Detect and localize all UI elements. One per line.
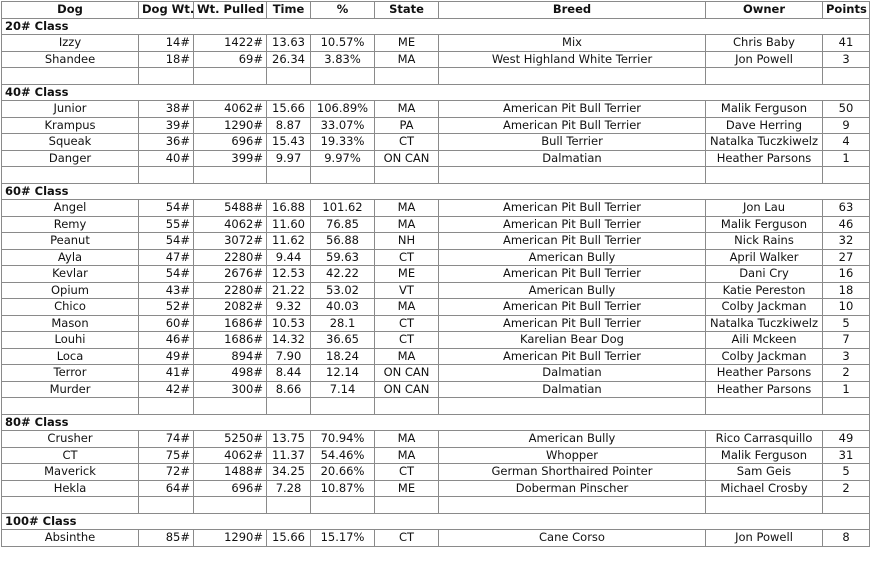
dog-weight-cell: 47# [139, 249, 194, 266]
table-row [2, 315, 870, 332]
table-row [2, 249, 870, 266]
owner-cell: Malik Ferguson [706, 447, 823, 464]
time-cell: 13.75 [267, 431, 311, 448]
breed-cell: American Pit Bull Terrier [439, 315, 706, 332]
owner-cell: Jon Powell [706, 530, 823, 547]
state-cell: MA [375, 431, 439, 448]
points-cell: 16 [823, 266, 870, 283]
empty-cell [267, 68, 311, 85]
state-cell: MA [375, 216, 439, 233]
points-cell: 1 [823, 150, 870, 167]
owner-cell: Heather Parsons [706, 365, 823, 382]
points-cell: 27 [823, 249, 870, 266]
points-cell: 63 [823, 200, 870, 217]
empty-cell [2, 497, 139, 514]
owner-cell: Katie Pereston [706, 282, 823, 299]
percent-cell: 42.22 [311, 266, 375, 283]
owner-cell: Aili Mckeen [706, 332, 823, 349]
table-row [2, 530, 870, 547]
dog-name-cell: Kevlar [2, 266, 139, 283]
dog-name-cell: Izzy [2, 35, 139, 52]
table-body [2, 18, 870, 546]
weight-pulled-cell: 696# [194, 480, 267, 497]
empty-cell [375, 398, 439, 415]
empty-cell [823, 68, 870, 85]
empty-cell [706, 167, 823, 184]
percent-cell: 12.14 [311, 365, 375, 382]
empty-cell [823, 497, 870, 514]
time-cell: 9.44 [267, 249, 311, 266]
weight-pulled-cell: 5488# [194, 200, 267, 217]
dog-weight-cell: 74# [139, 431, 194, 448]
weight-pulled-cell: 1290# [194, 530, 267, 547]
header-row [2, 2, 870, 19]
empty-cell [375, 167, 439, 184]
dog-name-cell: Louhi [2, 332, 139, 349]
state-cell: MA [375, 447, 439, 464]
time-cell: 10.53 [267, 315, 311, 332]
spacer-row [2, 497, 870, 514]
empty-cell [139, 398, 194, 415]
time-cell: 15.66 [267, 530, 311, 547]
time-cell: 11.60 [267, 216, 311, 233]
time-cell: 14.32 [267, 332, 311, 349]
percent-cell: 3.83% [311, 51, 375, 68]
empty-cell [139, 68, 194, 85]
owner-cell: Colby Jackman [706, 348, 823, 365]
state-cell: ON CAN [375, 365, 439, 382]
breed-cell: American Pit Bull Terrier [439, 233, 706, 250]
results-table [1, 1, 870, 547]
dog-weight-cell: 75# [139, 447, 194, 464]
breed-cell: German Shorthaired Pointer [439, 464, 706, 481]
header-time: Time [267, 2, 311, 19]
breed-cell: Whopper [439, 447, 706, 464]
empty-cell [267, 398, 311, 415]
empty-cell [823, 398, 870, 415]
empty-cell [311, 167, 375, 184]
points-cell: 50 [823, 101, 870, 118]
points-cell: 2 [823, 365, 870, 382]
weight-pulled-cell: 300# [194, 381, 267, 398]
table-row [2, 480, 870, 497]
breed-cell: American Pit Bull Terrier [439, 266, 706, 283]
table-row [2, 216, 870, 233]
dog-weight-cell: 36# [139, 134, 194, 151]
dog-name-cell: Mason [2, 315, 139, 332]
weight-pulled-cell: 1488# [194, 464, 267, 481]
class-label: 80# Class [2, 414, 870, 431]
state-cell: MA [375, 101, 439, 118]
empty-cell [439, 497, 706, 514]
percent-cell: 18.24 [311, 348, 375, 365]
breed-cell: Dalmatian [439, 150, 706, 167]
empty-cell [823, 167, 870, 184]
dog-weight-cell: 46# [139, 332, 194, 349]
table-row [2, 365, 870, 382]
table-row [2, 431, 870, 448]
time-cell: 9.97 [267, 150, 311, 167]
table-row [2, 150, 870, 167]
empty-cell [706, 497, 823, 514]
header-dog: Dog [2, 2, 139, 19]
time-cell: 9.32 [267, 299, 311, 316]
points-cell: 7 [823, 332, 870, 349]
points-cell: 2 [823, 480, 870, 497]
dog-name-cell: Maverick [2, 464, 139, 481]
weight-pulled-cell: 69# [194, 51, 267, 68]
dog-name-cell: Chico [2, 299, 139, 316]
empty-cell [139, 497, 194, 514]
weight-pulled-cell: 5250# [194, 431, 267, 448]
percent-cell: 76.85 [311, 216, 375, 233]
state-cell: MA [375, 200, 439, 217]
points-cell: 31 [823, 447, 870, 464]
table-row [2, 381, 870, 398]
empty-cell [194, 167, 267, 184]
dog-weight-cell: 43# [139, 282, 194, 299]
state-cell: NH [375, 233, 439, 250]
breed-cell: Dalmatian [439, 365, 706, 382]
state-cell: CT [375, 134, 439, 151]
weight-pulled-cell: 1686# [194, 315, 267, 332]
weight-pulled-cell: 4062# [194, 216, 267, 233]
owner-cell: Malik Ferguson [706, 101, 823, 118]
points-cell: 3 [823, 348, 870, 365]
dog-weight-cell: 60# [139, 315, 194, 332]
table-row [2, 282, 870, 299]
dog-weight-cell: 49# [139, 348, 194, 365]
dog-name-cell: Ayla [2, 249, 139, 266]
points-cell: 32 [823, 233, 870, 250]
state-cell: PA [375, 117, 439, 134]
points-cell: 49 [823, 431, 870, 448]
time-cell: 21.22 [267, 282, 311, 299]
percent-cell: 70.94% [311, 431, 375, 448]
dog-name-cell: Krampus [2, 117, 139, 134]
percent-cell: 28.1 [311, 315, 375, 332]
owner-cell: Jon Lau [706, 200, 823, 217]
dog-weight-cell: 42# [139, 381, 194, 398]
weight-pulled-cell: 2280# [194, 249, 267, 266]
owner-cell: Dave Herring [706, 117, 823, 134]
owner-cell: Dani Cry [706, 266, 823, 283]
dog-name-cell: Shandee [2, 51, 139, 68]
empty-cell [2, 167, 139, 184]
dog-name-cell: Murder [2, 381, 139, 398]
dog-name-cell: Angel [2, 200, 139, 217]
class-header-row [2, 18, 870, 35]
dog-weight-cell: 39# [139, 117, 194, 134]
dog-weight-cell: 52# [139, 299, 194, 316]
table-row [2, 101, 870, 118]
table-row [2, 464, 870, 481]
state-cell: MA [375, 348, 439, 365]
header-weight-pulled: Wt. Pulled [194, 2, 267, 19]
class-label: 20# Class [2, 18, 870, 35]
breed-cell: Doberman Pinscher [439, 480, 706, 497]
empty-cell [375, 68, 439, 85]
percent-cell: 20.66% [311, 464, 375, 481]
dog-name-cell: Absinthe [2, 530, 139, 547]
empty-cell [311, 68, 375, 85]
table-row [2, 266, 870, 283]
owner-cell: Rico Carrasquillo [706, 431, 823, 448]
percent-cell: 33.07% [311, 117, 375, 134]
points-cell: 5 [823, 315, 870, 332]
breed-cell: West Highland White Terrier [439, 51, 706, 68]
breed-cell: Bull Terrier [439, 134, 706, 151]
breed-cell: American Bully [439, 282, 706, 299]
percent-cell: 59.63 [311, 249, 375, 266]
dog-weight-cell: 18# [139, 51, 194, 68]
dog-weight-cell: 54# [139, 233, 194, 250]
percent-cell: 53.02 [311, 282, 375, 299]
time-cell: 7.90 [267, 348, 311, 365]
state-cell: CT [375, 464, 439, 481]
spacer-row [2, 398, 870, 415]
weight-pulled-cell: 2082# [194, 299, 267, 316]
dog-name-cell: Squeak [2, 134, 139, 151]
dog-weight-cell: 64# [139, 480, 194, 497]
dog-weight-cell: 40# [139, 150, 194, 167]
points-cell: 8 [823, 530, 870, 547]
class-label: 60# Class [2, 183, 870, 200]
owner-cell: Michael Crosby [706, 480, 823, 497]
class-header-row [2, 414, 870, 431]
owner-cell: Nick Rains [706, 233, 823, 250]
header-owner: Owner [706, 2, 823, 19]
percent-cell: 7.14 [311, 381, 375, 398]
class-label: 100# Class [2, 513, 870, 530]
owner-cell: Natalka Tuczkiwelz [706, 315, 823, 332]
table-row [2, 348, 870, 365]
weight-pulled-cell: 2280# [194, 282, 267, 299]
dog-weight-cell: 55# [139, 216, 194, 233]
dog-name-cell: Crusher [2, 431, 139, 448]
breed-cell: American Pit Bull Terrier [439, 200, 706, 217]
weight-pulled-cell: 399# [194, 150, 267, 167]
time-cell: 15.43 [267, 134, 311, 151]
table-row [2, 332, 870, 349]
empty-cell [439, 167, 706, 184]
empty-cell [311, 497, 375, 514]
empty-cell [375, 497, 439, 514]
state-cell: ME [375, 480, 439, 497]
weight-pulled-cell: 894# [194, 348, 267, 365]
time-cell: 8.44 [267, 365, 311, 382]
state-cell: ME [375, 35, 439, 52]
dog-weight-cell: 85# [139, 530, 194, 547]
breed-cell: American Pit Bull Terrier [439, 348, 706, 365]
weight-pulled-cell: 1422# [194, 35, 267, 52]
points-cell: 10 [823, 299, 870, 316]
table-row [2, 51, 870, 68]
dog-name-cell: Opium [2, 282, 139, 299]
table-row [2, 200, 870, 217]
owner-cell: Sam Geis [706, 464, 823, 481]
dog-name-cell: CT [2, 447, 139, 464]
owner-cell: Colby Jackman [706, 299, 823, 316]
weight-pulled-cell: 1686# [194, 332, 267, 349]
time-cell: 12.53 [267, 266, 311, 283]
percent-cell: 19.33% [311, 134, 375, 151]
empty-cell [706, 398, 823, 415]
owner-cell: April Walker [706, 249, 823, 266]
weight-pulled-cell: 696# [194, 134, 267, 151]
percent-cell: 9.97% [311, 150, 375, 167]
dog-name-cell: Danger [2, 150, 139, 167]
owner-cell: Heather Parsons [706, 150, 823, 167]
table-row [2, 299, 870, 316]
table-row [2, 134, 870, 151]
breed-cell: American Bully [439, 249, 706, 266]
table-row [2, 117, 870, 134]
weight-pulled-cell: 1290# [194, 117, 267, 134]
time-cell: 15.66 [267, 101, 311, 118]
points-cell: 4 [823, 134, 870, 151]
class-header-row [2, 513, 870, 530]
time-cell: 13.63 [267, 35, 311, 52]
state-cell: CT [375, 249, 439, 266]
empty-cell [194, 398, 267, 415]
time-cell: 8.87 [267, 117, 311, 134]
dog-name-cell: Terror [2, 365, 139, 382]
state-cell: MA [375, 51, 439, 68]
percent-cell: 40.03 [311, 299, 375, 316]
points-cell: 5 [823, 464, 870, 481]
class-header-row [2, 183, 870, 200]
breed-cell: American Pit Bull Terrier [439, 101, 706, 118]
dog-name-cell: Junior [2, 101, 139, 118]
header-state: State [375, 2, 439, 19]
percent-cell: 10.57% [311, 35, 375, 52]
owner-cell: Heather Parsons [706, 381, 823, 398]
weight-pulled-cell: 498# [194, 365, 267, 382]
empty-cell [2, 68, 139, 85]
empty-cell [439, 398, 706, 415]
time-cell: 8.66 [267, 381, 311, 398]
state-cell: CT [375, 332, 439, 349]
dog-weight-cell: 38# [139, 101, 194, 118]
table-row [2, 233, 870, 250]
empty-cell [194, 497, 267, 514]
breed-cell: Cane Corso [439, 530, 706, 547]
dog-name-cell: Loca [2, 348, 139, 365]
state-cell: MA [375, 299, 439, 316]
spacer-row [2, 68, 870, 85]
percent-cell: 10.87% [311, 480, 375, 497]
state-cell: VT [375, 282, 439, 299]
breed-cell: Karelian Bear Dog [439, 332, 706, 349]
dog-name-cell: Hekla [2, 480, 139, 497]
state-cell: CT [375, 530, 439, 547]
empty-cell [267, 497, 311, 514]
header-dog-weight: Dog Wt. [139, 2, 194, 19]
time-cell: 7.28 [267, 480, 311, 497]
points-cell: 41 [823, 35, 870, 52]
class-label: 40# Class [2, 84, 870, 101]
percent-cell: 54.46% [311, 447, 375, 464]
table-row [2, 35, 870, 52]
dog-weight-cell: 54# [139, 200, 194, 217]
empty-cell [139, 167, 194, 184]
percent-cell: 56.88 [311, 233, 375, 250]
empty-cell [2, 398, 139, 415]
state-cell: ME [375, 266, 439, 283]
header-breed: Breed [439, 2, 706, 19]
state-cell: ON CAN [375, 150, 439, 167]
owner-cell: Malik Ferguson [706, 216, 823, 233]
points-cell: 46 [823, 216, 870, 233]
empty-cell [311, 398, 375, 415]
empty-cell [194, 68, 267, 85]
breed-cell: American Pit Bull Terrier [439, 216, 706, 233]
time-cell: 34.25 [267, 464, 311, 481]
weight-pulled-cell: 4062# [194, 447, 267, 464]
points-cell: 18 [823, 282, 870, 299]
spacer-row [2, 167, 870, 184]
header-points: Points [823, 2, 870, 19]
breed-cell: American Bully [439, 431, 706, 448]
table-row [2, 447, 870, 464]
dog-name-cell: Remy [2, 216, 139, 233]
breed-cell: Mix [439, 35, 706, 52]
owner-cell: Natalka Tuczkiwelz [706, 134, 823, 151]
header-percent: % [311, 2, 375, 19]
weight-pulled-cell: 3072# [194, 233, 267, 250]
breed-cell: American Pit Bull Terrier [439, 299, 706, 316]
percent-cell: 15.17% [311, 530, 375, 547]
dog-weight-cell: 54# [139, 266, 194, 283]
weight-pulled-cell: 4062# [194, 101, 267, 118]
dog-weight-cell: 14# [139, 35, 194, 52]
points-cell: 9 [823, 117, 870, 134]
points-cell: 3 [823, 51, 870, 68]
time-cell: 26.34 [267, 51, 311, 68]
time-cell: 11.62 [267, 233, 311, 250]
dog-weight-cell: 41# [139, 365, 194, 382]
weight-pulled-cell: 2676# [194, 266, 267, 283]
empty-cell [267, 167, 311, 184]
owner-cell: Jon Powell [706, 51, 823, 68]
percent-cell: 36.65 [311, 332, 375, 349]
percent-cell: 101.62 [311, 200, 375, 217]
percent-cell: 106.89% [311, 101, 375, 118]
class-header-row [2, 84, 870, 101]
empty-cell [439, 68, 706, 85]
empty-cell [706, 68, 823, 85]
time-cell: 16.88 [267, 200, 311, 217]
breed-cell: American Pit Bull Terrier [439, 117, 706, 134]
points-cell: 1 [823, 381, 870, 398]
owner-cell: Chris Baby [706, 35, 823, 52]
breed-cell: Dalmatian [439, 381, 706, 398]
time-cell: 11.37 [267, 447, 311, 464]
state-cell: CT [375, 315, 439, 332]
state-cell: ON CAN [375, 381, 439, 398]
dog-name-cell: Peanut [2, 233, 139, 250]
dog-weight-cell: 72# [139, 464, 194, 481]
